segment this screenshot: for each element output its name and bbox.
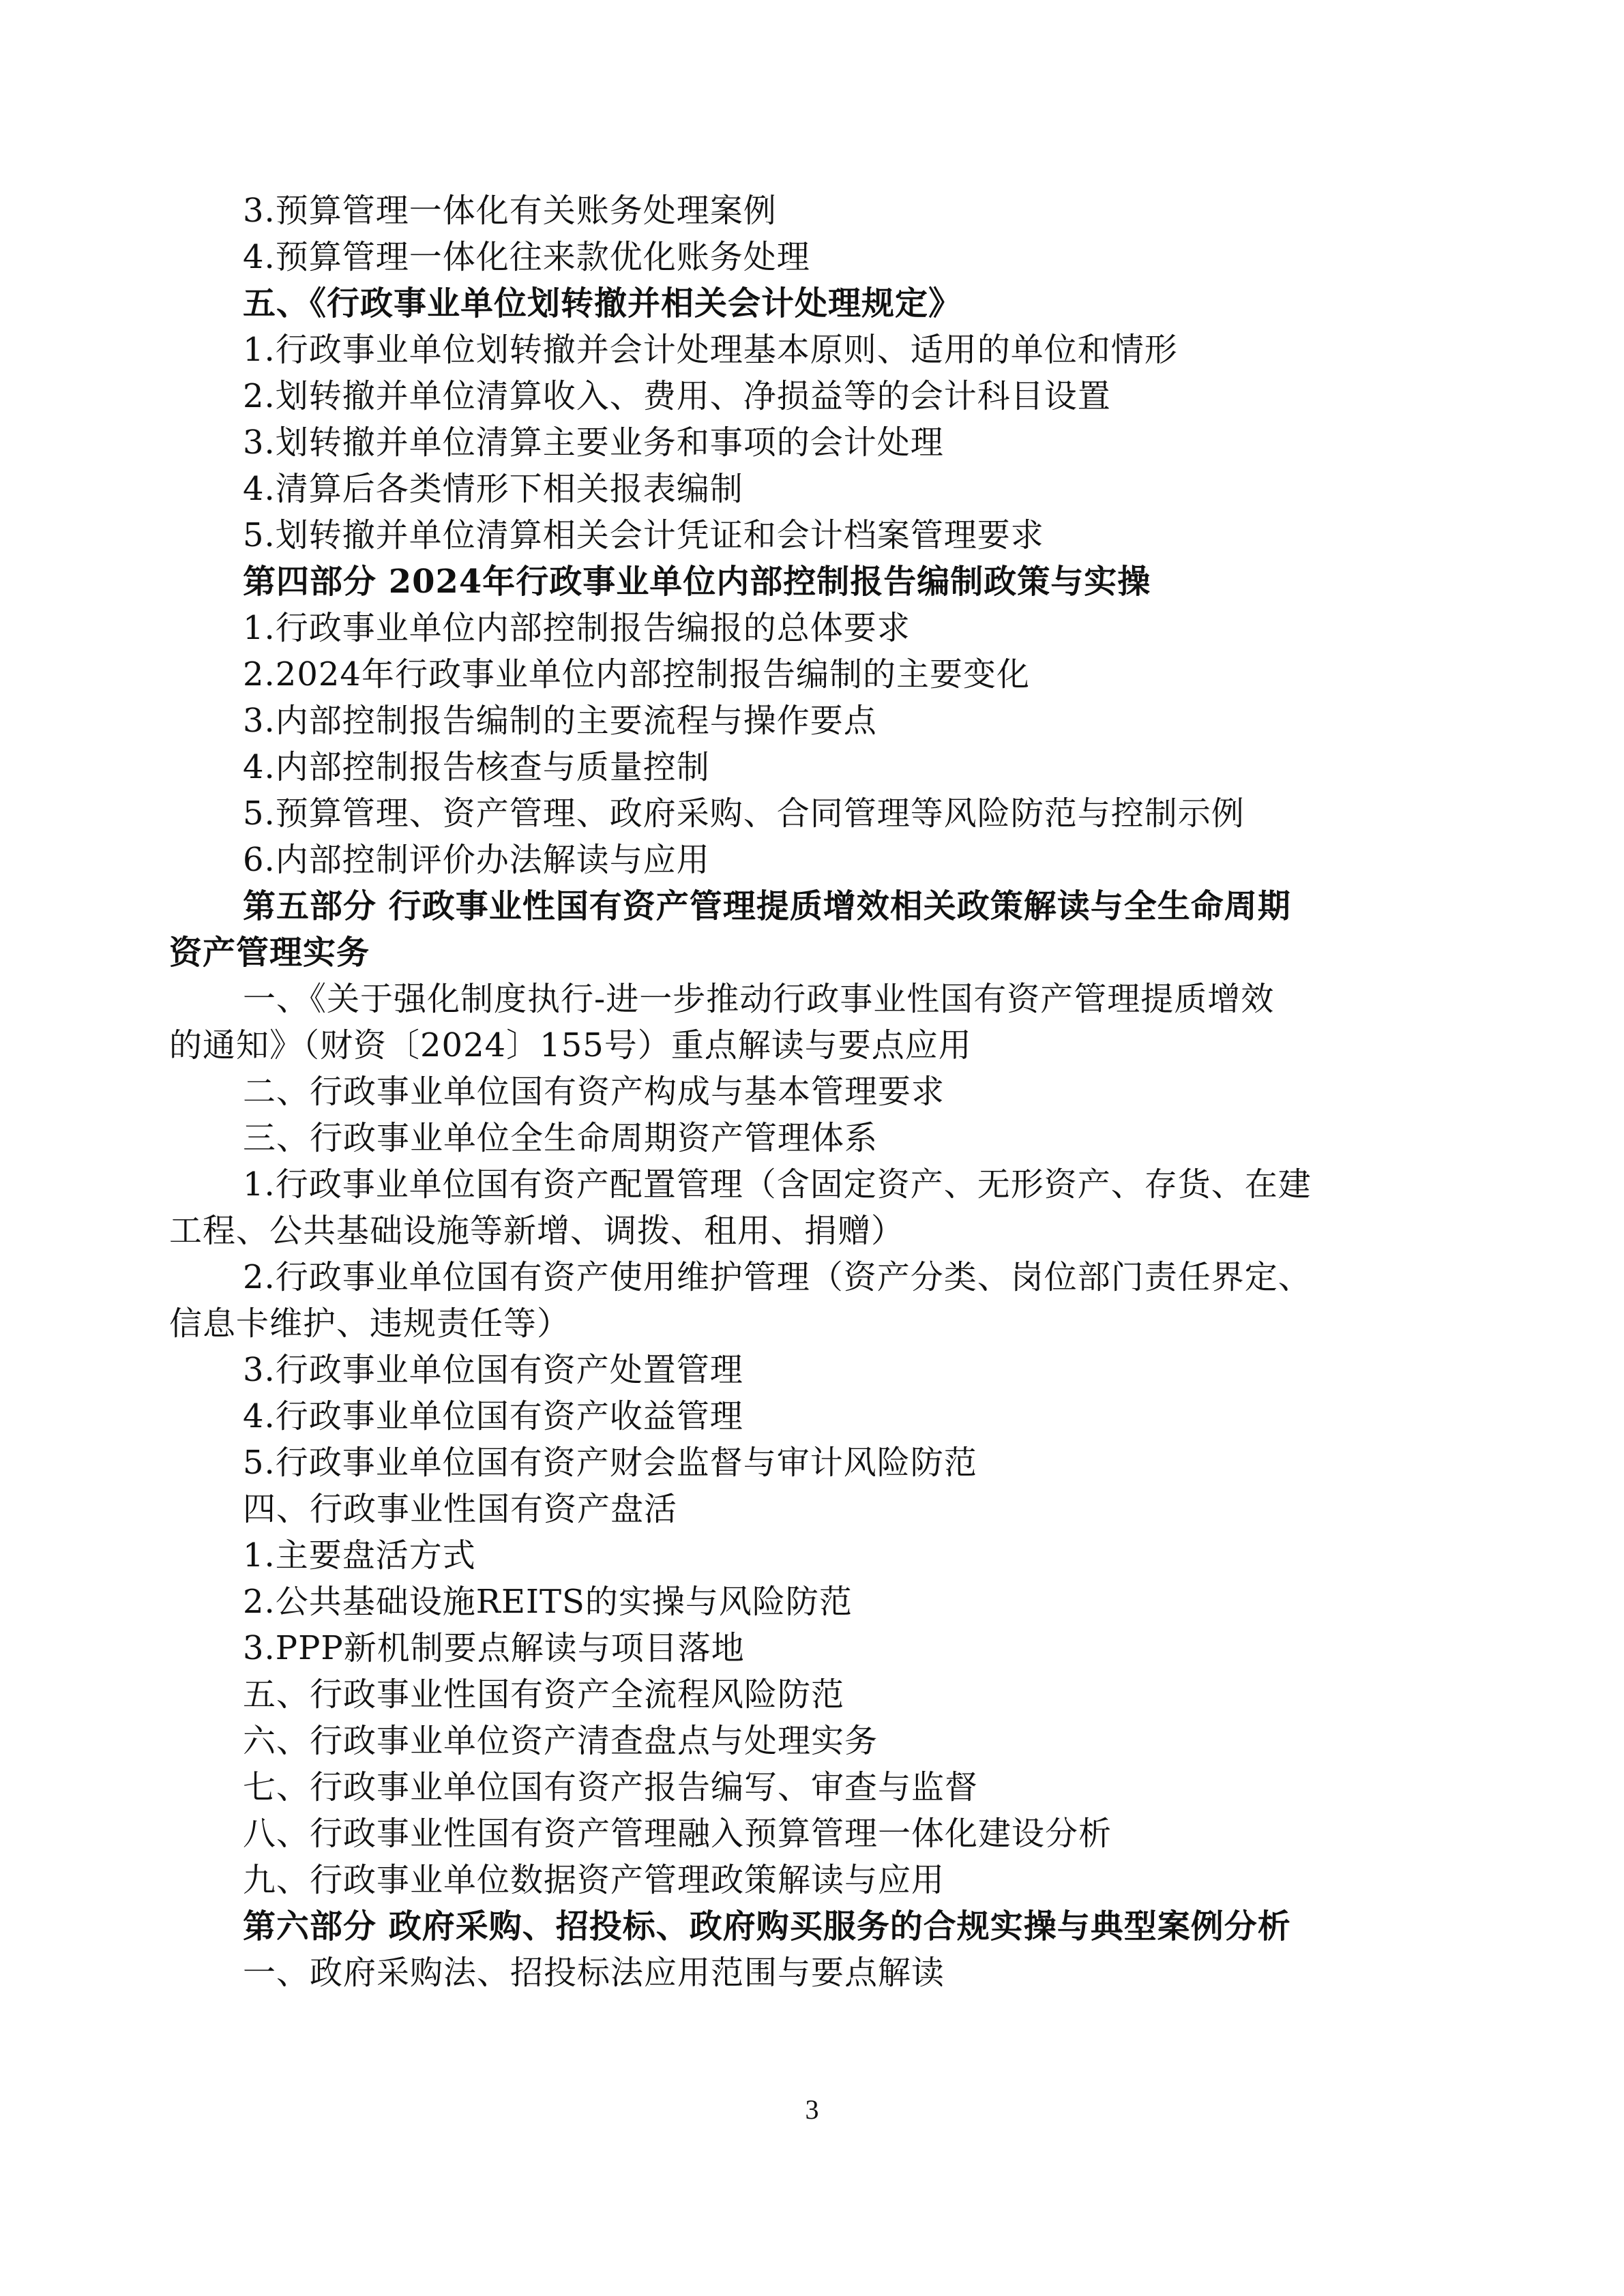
text-line-continuation: 信息卡维护、违规责任等） (169, 1304, 571, 1343)
text-line: 一、《关于强化制度执行-进一步推动行政事业性国有资产管理提质增效 (243, 980, 1275, 1018)
text-line: 1.行政事业单位国有资产配置管理（含固定资产、无形资产、存货、在建 (243, 1165, 1312, 1204)
text-line: 4.预算管理一体化往来款优化账务处理 (243, 238, 810, 276)
text-line: 5.行政事业单位国有资产财会监督与审计风险防范 (243, 1444, 977, 1482)
text-line: 3.预算管理一体化有关账务处理案例 (243, 192, 777, 230)
part-heading-continuation: 资产管理实务 (169, 934, 370, 972)
text-line: 5.划转撤并单位清算相关会计凭证和会计档案管理要求 (243, 516, 1044, 554)
text-line: 四、行政事业性国有资产盘活 (243, 1490, 678, 1528)
text-line: 2.2024年行政事业单位内部控制报告编制的主要变化 (243, 655, 1030, 694)
text-line: 2.行政事业单位国有资产使用维护管理（资产分类、岗位部门责任界定、 (243, 1258, 1312, 1296)
text-line: 九、行政事业单位数据资产管理政策解读与应用 (243, 1861, 945, 1899)
text-line: 3.行政事业单位国有资产处置管理 (243, 1351, 743, 1389)
text-line: 六、行政事业单位资产清查盘点与处理实务 (243, 1722, 879, 1760)
part-heading: 第五部分 行政事业性国有资产管理提质增效相关政策解读与全生命周期 (243, 887, 1291, 925)
text-line-continuation: 的通知》（财资〔2024〕155号）重点解读与要点应用 (169, 1026, 972, 1064)
text-line: 1.主要盘活方式 (243, 1536, 476, 1575)
part-heading: 第六部分 政府采购、招投标、政府购买服务的合规实操与典型案例分析 (243, 1907, 1291, 1945)
text-line: 1.行政事业单位划转撤并会计处理基本原则、适用的单位和情形 (243, 331, 1178, 369)
text-line-continuation: 工程、公共基础设施等新增、调拨、租用、捐赠） (169, 1212, 905, 1250)
text-line: 4.清算后各类情形下相关报表编制 (243, 470, 743, 508)
text-line: 七、行政事业单位国有资产报告编写、审查与监督 (243, 1768, 979, 1806)
document-body (169, 188, 1445, 1996)
text-line: 三、行政事业单位全生命周期资产管理体系 (243, 1119, 879, 1157)
text-line: 二、行政事业单位国有资产构成与基本管理要求 (243, 1073, 945, 1111)
text-line: 3.PPP新机制要点解读与项目落地 (243, 1629, 745, 1667)
text-line: 3.内部控制报告编制的主要流程与操作要点 (243, 702, 877, 740)
text-line: 3.划转撤并单位清算主要业务和事项的会计处理 (243, 423, 944, 462)
section-heading: 五、《行政事业单位划转撤并相关会计处理规定》 (243, 284, 962, 323)
text-line: 4.行政事业单位国有资产收益管理 (243, 1397, 743, 1435)
text-line: 一、政府采购法、招投标法应用范围与要点解读 (243, 1954, 945, 1992)
text-line: 2.划转撤并单位清算收入、费用、净损益等的会计科目设置 (243, 377, 1111, 415)
part-heading: 第四部分 2024年行政事业单位内部控制报告编制政策与实操 (243, 563, 1151, 601)
text-line: 6.内部控制评价办法解读与应用 (243, 841, 710, 879)
text-line: 5.预算管理、资产管理、政府采购、合同管理等风险防范与控制示例 (243, 794, 1245, 833)
text-line: 八、行政事业性国有资产管理融入预算管理一体化建设分析 (243, 1815, 1112, 1853)
text-line: 1.行政事业单位内部控制报告编报的总体要求 (243, 609, 911, 647)
text-line: 2.公共基础设施REITS的实操与风险防范 (243, 1583, 853, 1621)
page-number: 3 (805, 2094, 819, 2125)
text-line: 五、行政事业性国有资产全流程风险防范 (243, 1675, 845, 1714)
text-line: 4.内部控制报告核查与质量控制 (243, 748, 710, 786)
